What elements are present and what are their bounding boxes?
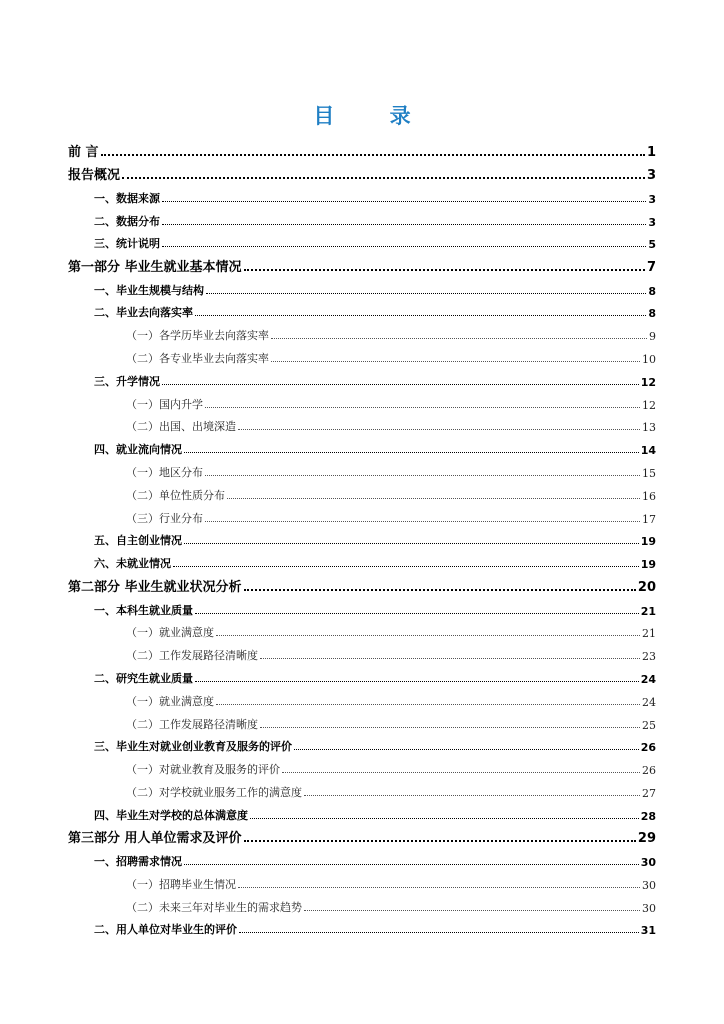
toc-entry[interactable] [68,183,656,206]
dot-leader [271,338,647,339]
toc-entry-page-number: 13 [642,421,656,435]
page-title: 目 录 [313,104,435,128]
toc-entry[interactable] [68,754,656,777]
toc-entry[interactable] [68,412,656,435]
toc-entry-page-number: 16 [642,489,656,503]
toc-entry-page-number: 7 [646,259,656,275]
dot-leader [195,681,639,682]
toc-entry-label: 五、自主创业情况 [94,534,182,548]
toc-entry-label: （二）出国、出境深造 [126,420,236,434]
toc-entry-page-number: 8 [648,284,656,298]
toc-entry-label: 三、毕业生对就业创业教育及服务的评价 [94,740,292,754]
toc-entry[interactable] [68,343,656,366]
toc-entry-label: 一、招聘需求情况 [94,855,182,869]
toc-entry-page-number: 17 [642,512,656,526]
toc-entry-label: 报告概况 [68,168,121,183]
toc-entry[interactable] [68,777,656,800]
toc-entry[interactable] [68,618,656,641]
dot-leader [205,521,640,522]
toc-entry-page-number: 28 [640,809,656,823]
toc-entry-page-number: 21 [640,604,656,618]
toc-entry-label: 第二部分 毕业生就业状况分析 [68,579,242,595]
toc-entry-page-number: 29 [637,831,656,847]
toc-entry-page-number: 23 [642,650,656,664]
toc-entry[interactable] [68,663,656,686]
dot-leader [162,201,646,202]
toc-entry[interactable] [68,846,656,869]
dot-leader [101,154,645,156]
toc-entry-page-number: 30 [640,856,656,870]
dot-leader [195,315,646,316]
toc-entry[interactable] [68,732,656,755]
toc-entry[interactable] [68,526,656,549]
toc-entry-label: （二）工作发展路径清晰度 [126,717,258,731]
toc-entry[interactable] [68,800,656,823]
dot-leader [184,452,639,453]
toc-entry-label: 一、毕业生规模与结构 [94,283,204,297]
toc-entry-label: 一、数据来源 [94,191,160,205]
toc-entry-label: （三）行业分布 [126,511,203,525]
dot-leader [216,704,640,705]
toc-entry-page-number: 19 [640,558,656,572]
toc-entry-label: （一）对就业教育及服务的评价 [126,763,280,777]
toc-entry[interactable] [68,457,656,480]
toc-entry[interactable] [68,366,656,389]
dot-leader [260,727,640,728]
toc-entry-label: （二）单位性质分布 [126,488,225,502]
toc-entry[interactable] [68,434,656,457]
dot-leader [244,840,636,842]
dot-leader [238,429,640,430]
toc-entry[interactable] [68,136,656,160]
toc-entry-page-number: 26 [642,764,656,778]
toc-entry-page-number: 15 [642,467,656,481]
dot-leader [244,589,636,591]
toc-entry-page-number: 30 [642,901,656,915]
table-of-contents [68,136,656,937]
toc-entry[interactable] [68,640,656,663]
toc-entry-label: 三、升学情况 [94,374,160,388]
dot-leader [260,658,640,659]
toc-entry-page-number: 5 [648,238,656,252]
toc-entry-page-number: 3 [648,215,656,229]
toc-entry-page-number: 14 [640,444,656,458]
toc-entry[interactable] [68,320,656,343]
toc-entry[interactable] [68,571,656,595]
toc-entry[interactable] [68,229,656,252]
toc-entry[interactable] [68,709,656,732]
toc-entry-label: （二）未来三年对毕业生的需求趋势 [126,900,302,914]
dot-leader [206,293,646,294]
dot-leader [227,498,640,499]
toc-entry-page-number: 3 [648,192,656,206]
dot-leader [238,887,640,888]
dot-leader [205,407,640,408]
toc-entry-page-number: 10 [642,353,656,367]
toc-entry-page-number: 19 [640,535,656,549]
toc-entry[interactable] [68,160,656,184]
dot-leader [216,635,640,636]
toc-entry-page-number: 3 [646,168,656,183]
toc-entry-label: 二、毕业去向落实率 [94,306,193,320]
toc-entry-label: 第三部分 用人单位需求及评价 [68,831,242,847]
toc-entry-label: （一）招聘毕业生情况 [126,877,236,891]
toc-entry-page-number: 31 [640,924,656,938]
dot-leader [294,749,639,750]
dot-leader [122,177,645,179]
toc-entry-page-number: 25 [642,718,656,732]
dot-leader [184,543,639,544]
toc-entry-label: 一、本科生就业质量 [94,603,193,617]
toc-entry-label: 第一部分 毕业生就业基本情况 [68,259,242,275]
toc-entry-label: 二、用人单位对毕业生的评价 [94,923,237,937]
toc-entry[interactable] [68,548,656,571]
toc-entry-label: （二）各专业毕业去向落实率 [126,352,269,366]
toc-entry-label: （一）就业满意度 [126,694,214,708]
toc-entry[interactable] [68,251,656,275]
dot-leader [162,384,639,385]
toc-entry-page-number: 26 [640,741,656,755]
dot-leader [304,910,640,911]
dot-leader [162,246,646,247]
toc-entry-label: 四、就业流向情况 [94,443,182,457]
dot-leader [184,864,639,865]
dot-leader [244,269,645,271]
toc-entry-page-number: 24 [640,672,656,686]
toc-entry-page-number: 12 [642,398,656,412]
toc-entry[interactable] [68,503,656,526]
toc-entry-page-number: 20 [637,579,656,595]
toc-entry-label: 二、数据分布 [94,214,160,228]
toc-entry-page-number: 9 [649,330,656,344]
toc-entry-label: 前 言 [68,144,99,160]
toc-entry[interactable] [68,915,656,938]
toc-entry[interactable] [68,869,656,892]
dot-leader [282,772,640,773]
toc-entry-label: （一）地区分布 [126,466,203,480]
toc-entry[interactable] [68,480,656,503]
toc-entry-label: （二）对学校就业服务工作的满意度 [126,785,302,799]
toc-entry[interactable] [68,686,656,709]
dot-leader [205,475,640,476]
toc-entry-page-number: 8 [648,307,656,321]
toc-entry-label: （一）各学历毕业去向落实率 [126,329,269,343]
toc-entry-label: 二、研究生就业质量 [94,671,193,685]
dot-leader [162,224,646,225]
toc-entry-page-number: 24 [642,695,656,709]
dot-leader [173,566,639,567]
toc-entry-label: 六、未就业情况 [94,557,171,571]
toc-entry-page-number: 21 [642,627,656,641]
dot-leader [195,613,639,614]
toc-entry[interactable] [68,275,656,298]
dot-leader [271,361,640,362]
toc-entry[interactable] [68,206,656,229]
dot-leader [250,818,639,819]
toc-entry[interactable] [68,823,656,847]
toc-entry[interactable] [68,595,656,618]
dot-leader [304,795,640,796]
toc-entry-page-number: 27 [642,786,656,800]
dot-leader [239,932,639,933]
toc-entry-page-number: 1 [646,144,656,160]
toc-entry[interactable] [68,389,656,412]
toc-entry-label: 三、统计说明 [94,237,160,251]
toc-entry-label: （一）就业满意度 [126,626,214,640]
toc-entry-label: 四、毕业生对学校的总体满意度 [94,808,248,822]
toc-entry[interactable] [68,892,656,915]
toc-entry-label: （一）国内升学 [126,397,203,411]
toc-entry-page-number: 30 [642,878,656,892]
toc-entry[interactable] [68,298,656,321]
toc-entry-label: （二）工作发展路径清晰度 [126,649,258,663]
toc-entry-page-number: 12 [640,375,656,389]
